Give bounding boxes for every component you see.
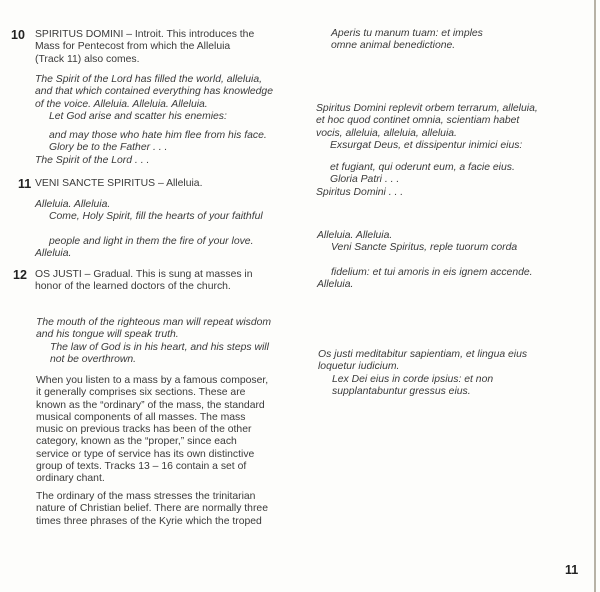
track-number: 10: [11, 28, 25, 42]
text-line: The Spirit of the Lord . . .: [35, 154, 150, 166]
text-line: music on previous tracks has been of the other: [36, 424, 252, 436]
text-line: supplantabuntur gressus eius.: [332, 385, 471, 397]
text-line: Exsurgat Deus, et dissipentur inimici eius:: [330, 139, 523, 151]
text-line: et fugiant, qui oderunt eum, a facie eius.: [330, 162, 515, 173]
text-line: Alleluia. Alleluia.: [35, 199, 111, 210]
text-line: ordinary chant.: [36, 473, 105, 485]
track-10-english-text: [35, 74, 273, 123]
text-line: group of texts. Tracks 13 – 16 contain a set of: [36, 461, 247, 473]
track-10-english-text-cont: [35, 130, 267, 167]
text-line: Spiritus Domini . . .: [316, 186, 404, 198]
text-line: et hoc quod continet omnia, scientiam habet: [316, 115, 520, 127]
text-line: fidelium: et tui amoris in eis ignem accende.: [331, 267, 533, 278]
text-line: honor of the learned doctors of the church.: [35, 281, 231, 293]
track-number: 11: [18, 177, 32, 191]
text-line: When you listen to a mass by a famous composer,: [36, 375, 269, 386]
text-line: and that which contained everything has knowledge: [35, 86, 273, 98]
latin-continuation: [331, 28, 483, 53]
text-line: it generally comprises six sections. These are: [36, 387, 246, 399]
text-line: Os justi meditabitur sapientiam, et lingua eius: [318, 349, 528, 360]
text-line: loquetur iudicium.: [318, 361, 400, 373]
track-12-latin-text: [318, 349, 527, 398]
track-12-english-text: [36, 317, 271, 366]
text-line: OS JUSTI – Gradual. This is sung at masses in: [35, 269, 253, 280]
text-line: Alleluia.: [35, 248, 72, 260]
text-line: The ordinary of the mass stresses the trinitarian: [36, 491, 256, 502]
track-11-latin-text-cont: [317, 267, 533, 292]
track-12-description: [35, 269, 253, 294]
text-line: of the voice. Alleluia. Alleluia. Alleluia.: [35, 98, 208, 110]
text-line: known as the “ordinary” of the mass, the standard: [36, 399, 265, 411]
track-10-latin-text-cont: [316, 162, 515, 199]
text-line: people and light in them the fire of your love.: [49, 236, 254, 247]
text-line: SPIRITUS DOMINI – Introit. This introduces the: [35, 29, 255, 40]
text-line: Alleluia. Alleluia.: [317, 230, 393, 241]
text-line: Glory be to the Father . . .: [49, 142, 168, 154]
page-number: 11: [565, 563, 579, 577]
page-edge: [594, 0, 596, 592]
text-line: and his tongue will speak truth.: [36, 329, 179, 341]
track-11-latin-text: [317, 230, 517, 255]
track-11-english-text: [35, 199, 263, 224]
track-11-description: [35, 178, 202, 190]
mass-ordinary-paragraph: [36, 375, 268, 486]
text-line: not be overthrown.: [50, 353, 137, 365]
text-line: The Spirit of the Lord has filled the world, alleluia,: [35, 74, 262, 85]
text-line: Lex Dei eius in corde ipsius: et non: [332, 373, 494, 385]
text-line: Aperis tu manum tuam: et imples: [331, 28, 483, 39]
text-line: service or type of service has its own distinctive: [36, 448, 255, 460]
text-line: category, known as the “proper,” since each: [36, 436, 237, 448]
text-line: The mouth of the righteous man will repeat wisdom: [36, 317, 272, 328]
text-line: musical components of all masses. The mass: [36, 411, 246, 423]
text-line: Veni Sancte Spiritus, reple tuorum corda: [331, 242, 518, 254]
text-line: Mass for Pentecost from which the Alleluia: [35, 41, 231, 53]
text-line: and may those who hate him flee from his face.: [49, 130, 267, 141]
track-10-latin-text: [316, 103, 538, 152]
track-10-description: [35, 29, 254, 66]
text-line: nature of Christian belief. There are normally three: [36, 503, 268, 515]
text-line: Let God arise and scatter his enemies:: [49, 110, 227, 122]
text-line: Come, Holy Spirit, fill the hearts of your faithful: [49, 211, 263, 223]
text-line: omne animal benedictione.: [331, 40, 456, 52]
text-line: times three phrases of the Kyrie which the troped: [36, 515, 262, 527]
track-number: 12: [13, 268, 27, 282]
text-line: The law of God is in his heart, and his steps will: [50, 341, 269, 353]
text-line: Alleluia.: [317, 279, 354, 291]
text-line: Spiritus Domini replevit orbem terrarum, alleluia,: [316, 103, 538, 114]
ordinary-trinitarian-paragraph: [36, 491, 268, 528]
text-line: Gloria Patri . . .: [330, 174, 400, 186]
text-line: VENI SANCTE SPIRITUS – Alleluia.: [35, 178, 203, 189]
text-line: (Track 11) also comes.: [35, 53, 140, 65]
text-line: vocis, alleluia, alleluia, alleluia.: [316, 127, 457, 139]
track-11-english-text-cont: [35, 236, 253, 261]
